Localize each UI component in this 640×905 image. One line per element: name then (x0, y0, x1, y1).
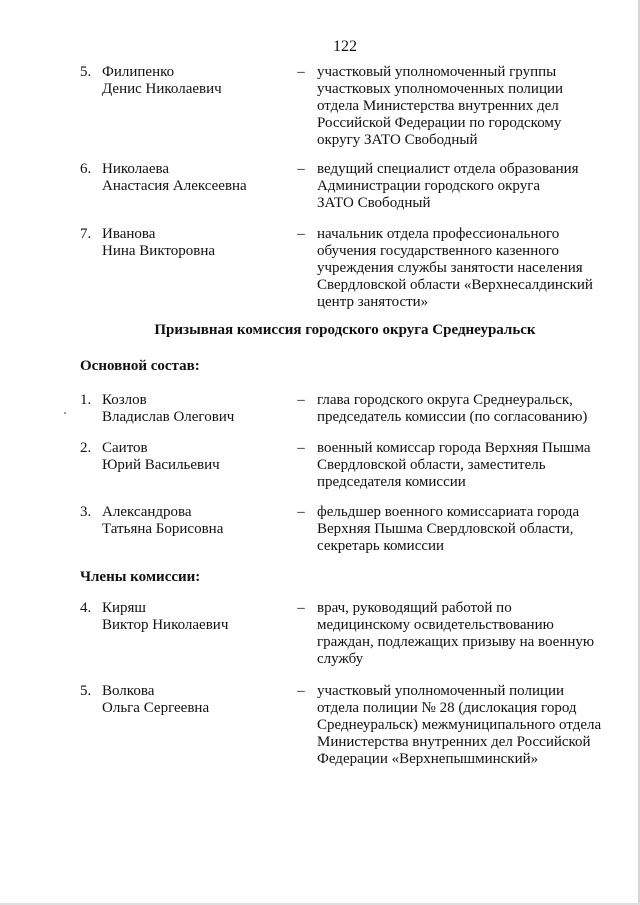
role-line: ЗАТО Свободный (317, 195, 431, 211)
role-line: граждан, подлежащих призыву на военную (317, 634, 595, 650)
member-name (102, 600, 282, 634)
dash-separator: – (297, 600, 305, 616)
role-line: службу (317, 651, 364, 667)
role-line: центр занятости» (317, 294, 429, 310)
dash-separator: – (297, 683, 305, 699)
role-line: председатель комиссии (по согласованию) (317, 409, 588, 425)
role-line: ведущий специалист отдела образования (317, 161, 579, 177)
section-heading-main: Основной состав: (80, 358, 200, 374)
role-line: Администрации городского округа (317, 178, 541, 194)
member-surname: Киряш (102, 600, 146, 616)
role-line: врач, руководящий работой по (317, 600, 512, 616)
member-number: 4. (80, 600, 92, 616)
member-number: 1. (80, 392, 92, 408)
member-given-names: Владислав Олегович (102, 409, 235, 425)
member-number: 2. (80, 440, 92, 456)
role-line: Федерации «Верхнепышминский» (317, 751, 539, 767)
member-role (317, 504, 609, 555)
role-line: Российской Федерации по городскому (317, 115, 562, 131)
member-name (102, 392, 282, 426)
member-given-names: Юрий Васильевич (102, 457, 220, 473)
role-line: отдела Министерства внутренних дел (317, 98, 559, 114)
member-surname: Иванова (102, 226, 156, 242)
member-role (317, 600, 609, 668)
role-line: округу ЗАТО Свободный (317, 132, 478, 148)
role-line: Верхняя Пышма Свердловской области, (317, 521, 574, 537)
member-given-names: Ольга Сергеевна (102, 700, 210, 716)
member-number: 5. (80, 683, 92, 699)
role-line: отдела полиции № 28 (дислокация город (317, 700, 577, 716)
member-surname: Волкова (102, 683, 155, 699)
role-line: фельдшер военного комиссариата города (317, 504, 580, 520)
role-line: председателя комиссии (317, 474, 466, 490)
role-line: участковый уполномоченный группы (317, 64, 557, 80)
role-line: Свердловской области, заместитель (317, 457, 546, 473)
member-name (102, 64, 282, 98)
dash-separator: – (297, 392, 305, 408)
member-given-names: Анастасия Алексеевна (102, 178, 247, 194)
dash-separator: – (297, 64, 305, 80)
member-given-names: Виктор Николаевич (102, 617, 229, 633)
member-surname: Саитов (102, 440, 148, 456)
role-line: участковых уполномоченных полиции (317, 81, 564, 97)
member-role (317, 226, 609, 311)
dash-separator: – (297, 504, 305, 520)
role-line: начальник отдела профессионального (317, 226, 560, 242)
member-name (102, 226, 282, 260)
role-line: медицинскому освидетельствованию (317, 617, 554, 633)
member-surname: Филипенко (102, 64, 175, 80)
dash-separator: – (297, 161, 305, 177)
member-role (317, 161, 609, 212)
member-given-names: Нина Викторовна (102, 243, 216, 259)
dash-separator: – (297, 440, 305, 456)
role-line: обучения государственного казенного (317, 243, 560, 259)
role-line: Среднеуральск) межмуниципального отдела (317, 717, 602, 733)
member-surname: Александрова (102, 504, 192, 520)
role-line: Свердловской области «Верхнесалдинский (317, 277, 593, 293)
member-role (317, 683, 609, 768)
section-heading-members: Члены комиссии: (80, 569, 201, 585)
member-role (317, 64, 609, 149)
member-number: 3. (80, 504, 92, 520)
role-line: участковый уполномоченный полиции (317, 683, 565, 699)
role-line: военный комиссар города Верхняя Пышма (317, 440, 591, 456)
member-number: 6. (80, 161, 92, 177)
role-line: Министерства внутренних дел Российской (317, 734, 591, 750)
member-number: 5. (80, 64, 92, 80)
member-surname: Николаева (102, 161, 170, 177)
member-name (102, 161, 282, 195)
member-surname: Козлов (102, 392, 147, 408)
member-number: 7. (80, 226, 92, 242)
member-given-names: Денис Николаевич (102, 81, 222, 97)
member-name (102, 683, 282, 717)
role-line: глава городского округа Среднеуральск, (317, 392, 573, 408)
member-name (102, 504, 282, 538)
member-role (317, 392, 609, 426)
dash-separator: – (297, 226, 305, 242)
scan-speck (64, 412, 66, 414)
role-line: секретарь комиссии (317, 538, 445, 554)
commission-title: Призывная комиссия городского округа Среднеуральск (154, 322, 536, 338)
role-line: учреждения службы занятости населения (317, 260, 583, 276)
member-role (317, 440, 609, 491)
page-number: 122 (333, 38, 357, 55)
member-given-names: Татьяна Борисовна (102, 521, 224, 537)
member-name (102, 440, 282, 474)
